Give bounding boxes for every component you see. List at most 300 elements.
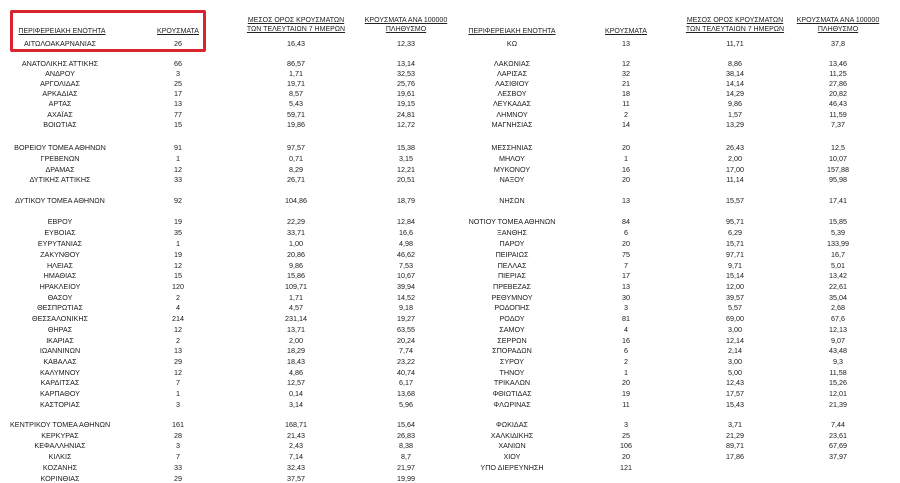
right-row-3-region: ΛΑΣΙΘΙΟΥ: [495, 79, 529, 88]
left-row-19-region: ΗΡΑΚΛΕΙΟΥ: [39, 282, 81, 291]
right-row-1-region: ΛΑΚΩΝΙΑΣ: [493, 59, 531, 68]
left-row-0-cases: 26: [174, 39, 182, 48]
left-row-33-cases: 3: [176, 441, 180, 450]
right-row-29-avg: 17,57: [726, 389, 744, 398]
left-row-15-region: ΕΥΡΥΤΑΝΙΑΣ: [37, 239, 83, 248]
left-row-34-avg: 7,14: [289, 452, 303, 461]
left-row-8-per100k: 15,38: [397, 143, 415, 152]
left-row-12-avg: 104,86: [285, 196, 307, 205]
header-per100k-right-1: ΚΡΟΥΣΜΑΤΑ ΑΝΑ 100000: [796, 17, 880, 24]
left-row-6-per100k: 24,81: [397, 110, 415, 119]
right-row-14-per100k: 5,39: [831, 228, 845, 237]
left-row-18-region: ΗΜΑΘΙΑΣ: [43, 271, 77, 280]
right-row-4-cases: 18: [622, 89, 630, 98]
left-row-17-cases: 12: [174, 261, 182, 270]
left-row-33-per100k: 8,38: [399, 441, 413, 450]
right-row-23-per100k: 12,13: [829, 325, 847, 334]
left-row-21-cases: 4: [176, 303, 180, 312]
right-row-24-avg: 12,14: [726, 336, 744, 345]
left-row-27-cases: 12: [174, 368, 182, 377]
left-row-30-cases: 3: [176, 400, 180, 409]
right-row-9-cases: 1: [624, 154, 628, 163]
right-row-10-per100k: 157,88: [827, 165, 849, 174]
right-row-10-cases: 16: [622, 165, 630, 174]
right-row-8-region: ΜΕΣΣΗΝΙΑΣ: [491, 143, 533, 152]
left-row-29-avg: 0,14: [289, 389, 303, 398]
left-row-7-cases: 15: [174, 120, 182, 129]
header-avg-right-1: ΜΕΣΟΣ ΟΡΟΣ ΚΡΟΥΣΜΑΤΩΝ: [686, 17, 784, 24]
right-row-12-region: ΝΗΣΩΝ: [499, 196, 525, 205]
left-row-21-avg: 4,57: [289, 303, 303, 312]
right-row-28-avg: 12,43: [726, 378, 744, 387]
left-row-11-per100k: 20,51: [397, 175, 415, 184]
right-row-16-avg: 97,71: [726, 250, 744, 259]
left-row-33-region: ΚΕΦΑΛΛΗΝΙΑΣ: [34, 441, 86, 450]
right-row-34-avg: 17,86: [726, 452, 744, 461]
right-row-20-avg: 39,57: [726, 293, 744, 302]
left-row-36-cases: 29: [174, 474, 182, 483]
right-row-28-region: ΤΡΙΚΑΛΩΝ: [493, 378, 531, 387]
right-row-27-per100k: 11,58: [829, 368, 847, 377]
left-row-16-avg: 20,86: [287, 250, 305, 259]
left-row-25-region: ΙΩΑΝΝΙΝΩΝ: [39, 346, 81, 355]
left-row-28-per100k: 6,17: [399, 378, 413, 387]
right-row-1-avg: 8,86: [728, 59, 742, 68]
right-row-11-cases: 20: [622, 175, 630, 184]
left-row-29-cases: 1: [176, 389, 180, 398]
left-row-21-per100k: 9,18: [399, 303, 413, 312]
left-row-23-per100k: 63,55: [397, 325, 415, 334]
right-row-30-per100k: 21,39: [829, 400, 847, 409]
left-row-31-region: ΚΕΝΤΡΙΚΟΥ ΤΟΜΕΑ ΑΘΗΝΩΝ: [10, 420, 111, 429]
right-row-6-cases: 2: [624, 110, 628, 119]
right-row-10-region: ΜΥΚΟΝΟΥ: [493, 165, 531, 174]
left-row-6-avg: 59,71: [287, 110, 305, 119]
left-row-1-region: ΑΝΑΤΟΛΙΚΗΣ ΑΤΤΙΚΗΣ: [21, 59, 99, 68]
right-row-1-cases: 12: [622, 59, 630, 68]
right-row-15-per100k: 133,99: [827, 239, 849, 248]
right-row-22-per100k: 67,6: [831, 314, 845, 323]
right-row-5-region: ΛΕΥΚΑΔΑΣ: [492, 99, 531, 108]
left-row-27-region: ΚΑΛΥΜΝΟΥ: [40, 368, 80, 377]
right-row-23-avg: 3,00: [728, 325, 742, 334]
right-row-13-cases: 84: [622, 217, 630, 226]
left-row-14-region: ΕΥΒΟΙΑΣ: [44, 228, 76, 237]
left-row-12-cases: 92: [174, 196, 182, 205]
right-row-21-avg: 5,57: [728, 303, 742, 312]
right-row-21-region: ΡΟΔΟΠΗΣ: [494, 303, 530, 312]
right-row-29-cases: 19: [622, 389, 630, 398]
left-row-14-per100k: 16,6: [399, 228, 413, 237]
left-row-15-cases: 1: [176, 239, 180, 248]
right-row-4-per100k: 20,82: [829, 89, 847, 98]
right-row-22-avg: 69,00: [726, 314, 744, 323]
right-row-9-region: ΜΗΛΟΥ: [499, 154, 525, 163]
right-row-21-cases: 3: [624, 303, 628, 312]
right-row-26-avg: 3,00: [728, 357, 742, 366]
right-row-9-avg: 2,00: [728, 154, 742, 163]
right-row-17-per100k: 5,01: [831, 261, 845, 270]
header-cases-right: ΚΡΟΥΣΜΑΤΑ: [605, 28, 647, 35]
left-row-35-region: ΚΟΖΑΝΗΣ: [42, 463, 78, 472]
left-row-14-cases: 35: [174, 228, 182, 237]
left-row-3-cases: 25: [174, 79, 182, 88]
right-row-12-avg: 15,57: [726, 196, 744, 205]
right-row-6-region: ΛΗΜΝΟΥ: [496, 110, 528, 119]
left-row-19-cases: 120: [172, 282, 184, 291]
right-row-17-region: ΠΕΛΛΑΣ: [497, 261, 527, 270]
left-row-36-region: ΚΟΡΙΝΘΙΑΣ: [40, 474, 80, 483]
right-row-5-avg: 9,86: [728, 99, 742, 108]
left-row-31-cases: 161: [172, 420, 184, 429]
left-row-16-region: ΖΑΚΥΝΘΟΥ: [40, 250, 80, 259]
left-row-19-per100k: 39,94: [397, 282, 415, 291]
right-row-11-region: ΝΑΞΟΥ: [499, 175, 525, 184]
left-row-15-avg: 1,00: [289, 239, 303, 248]
right-row-18-avg: 15,14: [726, 271, 744, 280]
right-row-32-region: ΧΑΛΚΙΔΙΚΗΣ: [490, 431, 534, 440]
left-row-1-cases: 66: [174, 59, 182, 68]
left-row-32-region: ΚΕΡΚΥΡΑΣ: [41, 431, 79, 440]
right-row-15-avg: 15,71: [726, 239, 744, 248]
left-row-31-avg: 168,71: [285, 420, 307, 429]
right-row-19-region: ΠΡΕΒΕΖΑΣ: [493, 282, 531, 291]
left-row-4-avg: 8,57: [289, 89, 303, 98]
left-row-35-avg: 32,43: [287, 463, 305, 472]
header-avg-left-2: ΤΩΝ ΤΕΛΕΥΤΑΙΩΝ 7 ΗΜΕΡΩΝ: [246, 26, 346, 33]
left-row-3-per100k: 25,76: [397, 79, 415, 88]
left-row-0-region: ΑΙΤΩΛΟΑΚΑΡΝΑΝΙΑΣ: [23, 39, 97, 48]
right-row-18-region: ΠΙΕΡΙΑΣ: [497, 271, 526, 280]
left-row-15-per100k: 4,98: [399, 239, 413, 248]
right-row-31-region: ΦΩΚΙΔΑΣ: [496, 420, 528, 429]
right-row-34-cases: 20: [622, 452, 630, 461]
left-row-26-region: ΚΑΒΑΛΑΣ: [43, 357, 77, 366]
right-row-35-region: ΥΠΟ ΔΙΕΡΕΥΝΗΣΗ: [480, 463, 544, 472]
right-row-18-cases: 17: [622, 271, 630, 280]
right-row-0-per100k: 37,8: [831, 39, 845, 48]
right-row-29-region: ΦΘΙΩΤΙΔΑΣ: [492, 389, 532, 398]
right-row-27-region: ΤΗΝΟΥ: [499, 368, 525, 377]
right-row-19-avg: 12,00: [726, 282, 744, 291]
left-row-10-avg: 8,29: [289, 165, 303, 174]
left-row-32-per100k: 26,83: [397, 431, 415, 440]
right-row-20-region: ΡΕΘΥΜΝΟΥ: [491, 293, 533, 302]
right-row-5-per100k: 46,43: [829, 99, 847, 108]
left-row-3-region: ΑΡΓΟΛΙΔΑΣ: [40, 79, 80, 88]
right-row-7-region: ΜΑΓΝΗΣΙΑΣ: [491, 120, 533, 129]
left-row-36-avg: 37,57: [287, 474, 305, 483]
left-row-2-avg: 1,71: [289, 69, 303, 78]
right-row-7-avg: 13,29: [726, 120, 744, 129]
left-row-36-per100k: 19,99: [397, 474, 415, 483]
left-row-22-cases: 214: [172, 314, 184, 323]
left-row-20-cases: 2: [176, 293, 180, 302]
header-region-left: ΠΕΡΙΦΕΡΕΙΑΚΗ ΕΝΟΤΗΤΑ: [18, 28, 106, 35]
right-row-20-cases: 30: [622, 293, 630, 302]
right-row-2-avg: 38,14: [726, 69, 744, 78]
left-row-2-cases: 3: [176, 69, 180, 78]
left-row-24-cases: 2: [176, 336, 180, 345]
right-row-16-region: ΠΕΙΡΑΙΩΣ: [495, 250, 529, 259]
right-row-6-avg: 1,57: [728, 110, 742, 119]
left-row-20-region: ΘΑΣΟΥ: [47, 293, 73, 302]
right-row-16-cases: 75: [622, 250, 630, 259]
right-row-8-avg: 26,43: [726, 143, 744, 152]
left-row-22-avg: 231,14: [285, 314, 307, 323]
right-row-13-per100k: 15,85: [829, 217, 847, 226]
right-row-11-per100k: 95,98: [829, 175, 847, 184]
right-row-2-cases: 32: [622, 69, 630, 78]
right-row-27-cases: 1: [624, 368, 628, 377]
left-row-13-avg: 22,29: [287, 217, 305, 226]
right-row-20-per100k: 35,04: [829, 293, 847, 302]
right-row-13-avg: 95,71: [726, 217, 744, 226]
left-row-1-avg: 86,57: [287, 59, 305, 68]
left-row-24-per100k: 20,24: [397, 336, 415, 345]
left-row-22-per100k: 19,27: [397, 314, 415, 323]
header-cases-left: ΚΡΟΥΣΜΑΤΑ: [157, 28, 199, 35]
left-row-4-region: ΑΡΚΑΔΙΑΣ: [42, 89, 78, 98]
left-row-9-region: ΓΡΕΒΕΝΩΝ: [40, 154, 80, 163]
left-row-34-region: ΚΙΛΚΙΣ: [48, 452, 72, 461]
right-row-26-region: ΣΥΡΟΥ: [499, 357, 525, 366]
right-row-34-region: ΧΙΟΥ: [503, 452, 521, 461]
right-row-0-avg: 11,71: [726, 39, 744, 48]
left-row-29-per100k: 13,68: [397, 389, 415, 398]
left-row-10-cases: 12: [174, 165, 182, 174]
left-row-30-avg: 3,14: [289, 400, 303, 409]
left-row-0-avg: 16,43: [287, 39, 305, 48]
left-row-9-per100k: 3,15: [399, 154, 413, 163]
left-row-25-per100k: 7,74: [399, 346, 413, 355]
right-row-13-region: ΝΟΤΙΟΥ ΤΟΜΕΑ ΑΘΗΝΩΝ: [468, 217, 556, 226]
left-row-26-cases: 29: [174, 357, 182, 366]
left-row-27-per100k: 40,74: [397, 368, 415, 377]
right-row-3-cases: 21: [622, 79, 630, 88]
right-row-22-region: ΡΟΔΟΥ: [499, 314, 525, 323]
left-row-25-cases: 13: [174, 346, 182, 355]
right-row-7-cases: 14: [622, 120, 630, 129]
right-row-3-avg: 14,14: [726, 79, 744, 88]
right-row-32-cases: 25: [622, 431, 630, 440]
left-row-24-avg: 2,00: [289, 336, 303, 345]
right-row-0-region: ΚΩ: [506, 39, 518, 48]
left-row-23-cases: 12: [174, 325, 182, 334]
right-row-24-per100k: 9,07: [831, 336, 845, 345]
left-row-10-per100k: 12,21: [397, 165, 415, 174]
left-row-18-cases: 15: [174, 271, 182, 280]
right-row-33-cases: 106: [620, 441, 632, 450]
left-row-28-region: ΚΑΡΔΙΤΣΑΣ: [40, 378, 80, 387]
right-row-25-region: ΣΠΟΡΑΔΩΝ: [492, 346, 532, 355]
left-row-35-per100k: 21,97: [397, 463, 415, 472]
left-row-24-region: ΙΚΑΡΙΑΣ: [46, 336, 74, 345]
left-row-16-cases: 19: [174, 250, 182, 259]
header-avg-left-1: ΜΕΣΟΣ ΟΡΟΣ ΚΡΟΥΣΜΑΤΩΝ: [247, 17, 345, 24]
right-row-27-avg: 5,00: [728, 368, 742, 377]
right-row-14-cases: 6: [624, 228, 628, 237]
right-row-12-per100k: 17,41: [829, 196, 847, 205]
left-row-11-region: ΔΥΤΙΚΗΣ ΑΤΤΙΚΗΣ: [29, 175, 91, 184]
left-row-9-cases: 1: [176, 154, 180, 163]
right-row-33-region: ΧΑΝΙΩΝ: [498, 441, 526, 450]
right-row-23-cases: 4: [624, 325, 628, 334]
left-row-12-per100k: 18,79: [397, 196, 415, 205]
right-row-2-region: ΛΑΡΙΣΑΣ: [496, 69, 528, 78]
right-row-28-per100k: 15,26: [829, 378, 847, 387]
left-row-9-avg: 0,71: [289, 154, 303, 163]
right-row-11-avg: 11,14: [726, 175, 744, 184]
left-row-30-per100k: 5,96: [399, 400, 413, 409]
right-row-35-avg: [675, 463, 795, 472]
right-row-22-cases: 81: [622, 314, 630, 323]
right-row-9-per100k: 10,07: [829, 154, 847, 163]
right-row-25-per100k: 43,48: [829, 346, 847, 355]
left-row-27-avg: 4,86: [289, 368, 303, 377]
right-row-24-region: ΣΕΡΡΩΝ: [497, 336, 527, 345]
right-row-16-per100k: 16,7: [831, 250, 845, 259]
left-row-26-avg: 18,43: [287, 357, 305, 366]
right-row-4-region: ΛΕΣΒΟΥ: [497, 89, 527, 98]
right-row-17-cases: 7: [624, 261, 628, 270]
right-row-31-avg: 3,71: [728, 420, 742, 429]
header-per100k-left-2: ΠΛΗΘΥΣΜΟ: [385, 26, 427, 33]
header-per100k-left-1: ΚΡΟΥΣΜΑΤΑ ΑΝΑ 100000: [364, 17, 448, 24]
left-row-13-region: ΕΒΡΟΥ: [47, 217, 73, 226]
left-row-2-region: ΑΝΔΡΟΥ: [45, 69, 75, 78]
header-region-right: ΠΕΡΙΦΕΡΕΙΑΚΗ ΕΝΟΤΗΤΑ: [468, 28, 556, 35]
right-row-14-avg: 6,29: [728, 228, 742, 237]
right-row-31-cases: 3: [624, 420, 628, 429]
left-row-5-cases: 13: [174, 99, 182, 108]
left-row-10-region: ΔΡΑΜΑΣ: [45, 165, 75, 174]
right-row-35-per100k: [788, 463, 888, 472]
left-row-8-cases: 91: [174, 143, 182, 152]
left-row-26-per100k: 23,22: [397, 357, 415, 366]
right-row-32-avg: 21,29: [726, 431, 744, 440]
left-row-19-avg: 109,71: [285, 282, 307, 291]
left-row-25-avg: 18,29: [287, 346, 305, 355]
right-row-30-avg: 15,43: [726, 400, 744, 409]
right-row-15-region: ΠΑΡΟΥ: [499, 239, 525, 248]
left-row-17-region: ΗΛΕΙΑΣ: [46, 261, 74, 270]
left-row-22-region: ΘΕΣΣΑΛΟΝΙΚΗΣ: [32, 314, 88, 323]
right-row-19-cases: 13: [622, 282, 630, 291]
right-row-23-region: ΣΑΜΟΥ: [499, 325, 525, 334]
right-row-18-per100k: 13,42: [829, 271, 847, 280]
left-row-14-avg: 33,71: [287, 228, 305, 237]
left-row-6-region: ΑΧΑΪΑΣ: [47, 110, 73, 119]
right-row-26-per100k: 9,3: [833, 357, 843, 366]
right-row-24-cases: 16: [622, 336, 630, 345]
left-row-34-per100k: 8,7: [401, 452, 411, 461]
left-row-3-avg: 19,71: [287, 79, 305, 88]
right-row-7-per100k: 7,37: [831, 120, 845, 129]
right-row-2-per100k: 11,25: [829, 69, 847, 78]
left-row-35-cases: 33: [174, 463, 182, 472]
left-row-13-per100k: 12,84: [397, 217, 415, 226]
left-row-18-per100k: 10,67: [397, 271, 415, 280]
left-row-4-cases: 17: [174, 89, 182, 98]
right-row-3-per100k: 27,86: [829, 79, 847, 88]
left-row-8-region: ΒΟΡΕΙΟΥ ΤΟΜΕΑ ΑΘΗΝΩΝ: [14, 143, 106, 152]
right-row-30-region: ΦΛΩΡΙΝΑΣ: [493, 400, 531, 409]
right-row-29-per100k: 12,01: [829, 389, 847, 398]
right-row-17-avg: 9,71: [728, 261, 742, 270]
right-row-10-avg: 17,00: [726, 165, 744, 174]
left-row-23-region: ΘΗΡΑΣ: [47, 325, 73, 334]
left-row-0-per100k: 12,33: [397, 39, 415, 48]
header-avg-right-2: ΤΩΝ ΤΕΛΕΥΤΑΙΩΝ 7 ΗΜΕΡΩΝ: [685, 26, 785, 33]
left-row-28-avg: 12,57: [287, 378, 305, 387]
left-row-7-avg: 19,86: [287, 120, 305, 129]
left-row-16-per100k: 46,62: [397, 250, 415, 259]
right-row-34-per100k: 37,97: [829, 452, 847, 461]
left-row-6-cases: 77: [174, 110, 182, 119]
right-row-28-cases: 20: [622, 378, 630, 387]
right-row-33-per100k: 67,69: [829, 441, 847, 450]
left-row-12-region: ΔΥΤΙΚΟΥ ΤΟΜΕΑ ΑΘΗΝΩΝ: [15, 196, 105, 205]
left-row-18-avg: 15,86: [287, 271, 305, 280]
right-row-12-cases: 13: [622, 196, 630, 205]
left-row-4-per100k: 19,61: [397, 89, 415, 98]
left-row-7-region: ΒΟΙΩΤΙΑΣ: [43, 120, 77, 129]
left-row-5-region: ΑΡΤΑΣ: [48, 99, 72, 108]
left-row-17-per100k: 7,53: [399, 261, 413, 270]
left-row-11-avg: 26,71: [287, 175, 305, 184]
left-row-13-cases: 19: [174, 217, 182, 226]
left-row-29-region: ΚΑΡΠΑΘΟΥ: [40, 389, 80, 398]
right-row-14-region: ΞΑΝΘΗΣ: [497, 228, 527, 237]
right-row-1-per100k: 13,46: [829, 59, 847, 68]
left-row-21-region: ΘΕΣΠΡΩΤΙΑΣ: [37, 303, 83, 312]
left-row-20-per100k: 14,52: [397, 293, 415, 302]
header-per100k-right-2: ΠΛΗΘΥΣΜΟ: [817, 26, 859, 33]
left-row-34-cases: 7: [176, 452, 180, 461]
right-row-31-per100k: 7,44: [831, 420, 845, 429]
left-row-31-per100k: 15,64: [397, 420, 415, 429]
right-row-0-cases: 13: [622, 39, 630, 48]
right-row-8-per100k: 12,5: [831, 143, 845, 152]
left-row-7-per100k: 12,72: [397, 120, 415, 129]
right-row-8-cases: 20: [622, 143, 630, 152]
left-row-11-cases: 33: [174, 175, 182, 184]
left-row-1-per100k: 13,14: [397, 59, 415, 68]
left-row-5-avg: 5,43: [289, 99, 303, 108]
right-row-30-cases: 11: [622, 400, 630, 409]
left-row-20-avg: 1,71: [289, 293, 303, 302]
left-row-28-cases: 7: [176, 378, 180, 387]
right-row-6-per100k: 11,59: [829, 110, 847, 119]
left-row-23-avg: 13,71: [287, 325, 305, 334]
left-row-2-per100k: 32,53: [397, 69, 415, 78]
left-row-30-region: ΚΑΣΤΟΡΙΑΣ: [40, 400, 80, 409]
right-row-35-cases: 121: [620, 463, 632, 472]
right-row-25-avg: 2,14: [728, 346, 742, 355]
right-row-15-cases: 20: [622, 239, 630, 248]
right-row-26-cases: 2: [624, 357, 628, 366]
right-row-32-per100k: 23,61: [829, 431, 847, 440]
left-row-33-avg: 2,43: [289, 441, 303, 450]
right-row-25-cases: 6: [624, 346, 628, 355]
right-row-4-avg: 14,29: [726, 89, 744, 98]
left-row-17-avg: 9,86: [289, 261, 303, 270]
right-row-5-cases: 11: [622, 99, 630, 108]
right-row-19-per100k: 22,61: [829, 282, 847, 291]
left-row-5-per100k: 19,15: [397, 99, 415, 108]
left-row-32-cases: 28: [174, 431, 182, 440]
